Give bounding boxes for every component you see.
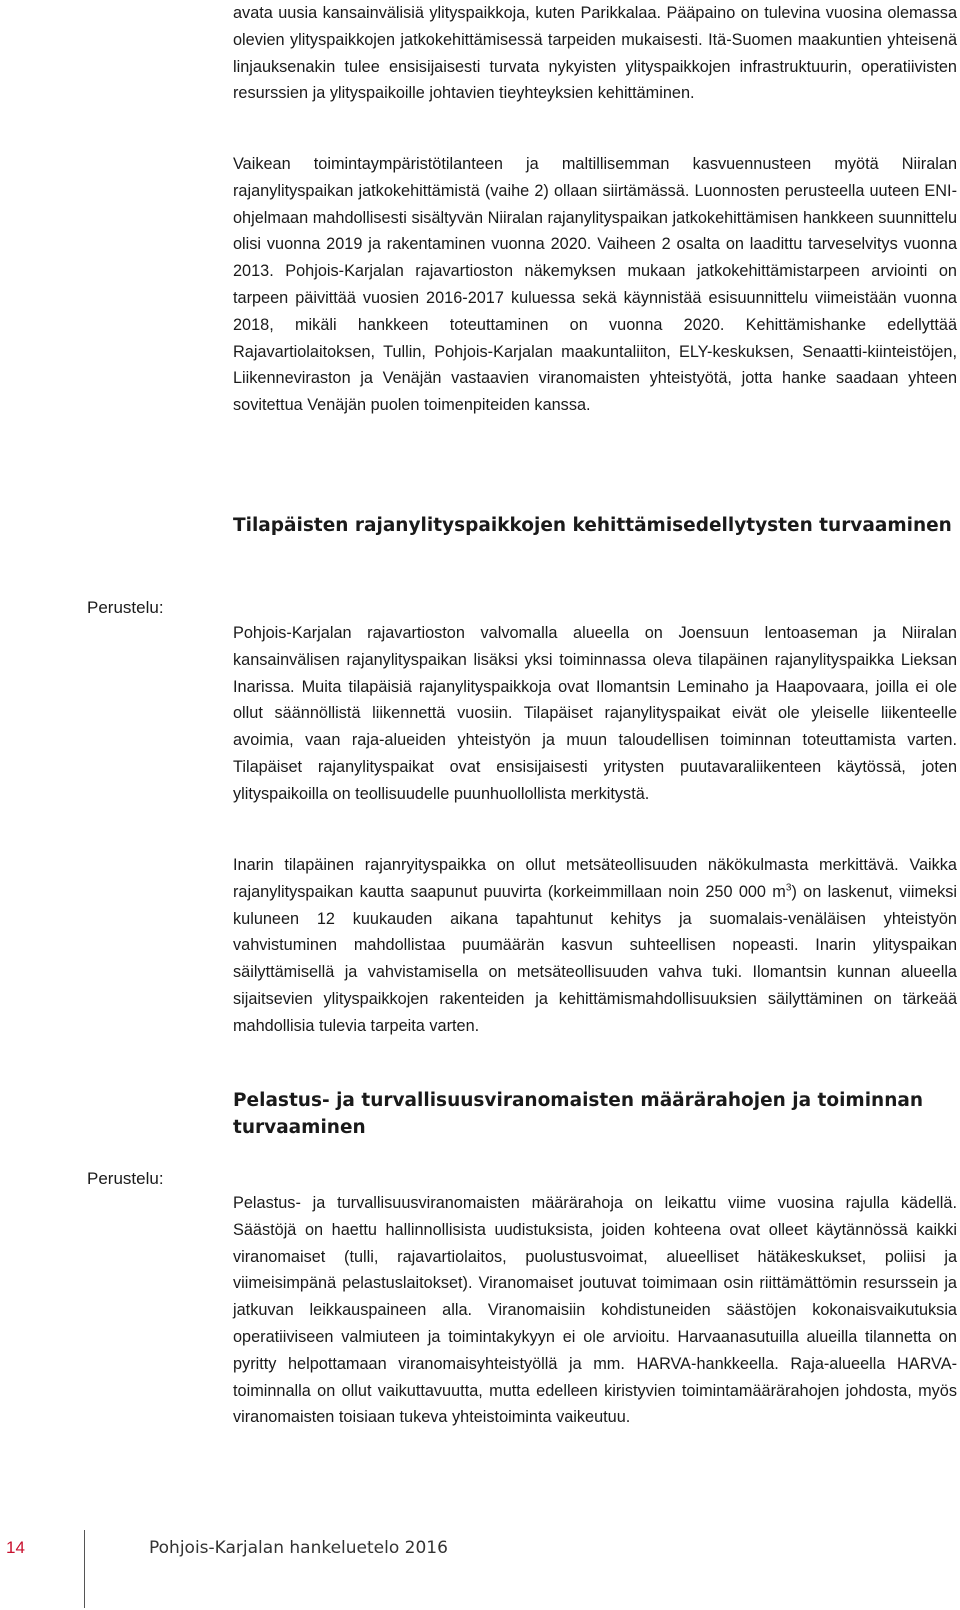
- rationale-label-2: Perustelu:: [87, 1169, 164, 1188]
- body-paragraph-2: Vaikean toimintaympäristötilanteen ja maltillisemman kasvuennusteen myötä Niiralan rajanylityspaikan jatkokehittämistä (vaihe 2) ollaan siirtämässä. Luonnosten perusteella uuteen ENI-ohjelmaan mahdollisesti sisältyvän Niiralan rajanylityspaikan jatkokehittämisen hankkeen suunnittelu olisi vuonna 2019 ja rakentaminen vuonna 2020. Vaiheen 2 osalta on laadittu tarveselvitys vuonna 2013. Pohjois-Karjalan rajavartioston näkemyksen mukaan jatkokehittämistarpeen arviointi on tarpeen päivittää vuosien 2016-2017 kuluessa sekä käynnistää esisuunnittelu viimeistään vuonna 2018, mikäli hankkeen toteuttaminen on vuonna 2020. Kehittämishanke edellyttää Rajavartiolaitoksen, Tullin, Pohjois-Karjalan maakuntaliiton, ELY-keskuksen, Senaatti-kiinteistöjen, Liikenneviraston ja Venäjän vastaavien viranomaisten yhteistyötä, jotta hanke saadaan yhteen sovitettua Venäjän puolen toimenpiteiden kanssa.: [233, 155, 957, 415]
- body-paragraph-4-part-b: ) on laskenut, viimeksi kuluneen 12 kuukauden aikana tapahtunut kehitys ja suomalais-venäläisen yhteistyön vahvistuminen mahdollistaa puumäärän kasvun suhteellisen nopeasti. Inarin ylityspaikan säilyttämisellä ja vahvistamisella on metsäteollisuuden vahva tuki. Ilomantsin kunnan alueella sijaitsevien ylityspaikkojen rakenteiden ja kehittämismahdollisuuksien säilyttäminen on tärkeää mahdollisia tulevia tarpeita varten.: [233, 882, 957, 1035]
- cubic-superscript: 3: [785, 882, 792, 894]
- rationale-label-1: Perustelu:: [87, 598, 164, 617]
- body-paragraph-4: [233, 852, 957, 1040]
- body-paragraph-3: Pohjois-Karjalan rajavartioston valvomalla alueella on Joensuun lentoaseman ja Niiralan kansainvälisen rajanylityspaikan lisäksi yksi toiminnassa oleva tilapäinen rajanylityspaikka Lieksan Inarissa. Muita tilapäisiä rajanylityspaikkoja ovat Ilomantsin Leminaho ja Haapovaara, joilla ei ole ollut säännöllistä liikennettä vuosiin. Tilapäiset rajanylityspaikat eivät ole yleiselle liikenteelle avoimia, vaan raja-alueiden yhteistyön ja muun taloudellisen toiminnan toteuttamista varten. Tilapäiset rajanylityspaikat ovat ensisijaisesti yritysten puutavaraliikenteen käytössä, joten ylityspaikoilla on teollisuudelle puunhuollollista merkitystä.: [233, 624, 957, 803]
- body-paragraph-5: Pelastus- ja turvallisuusviranomaisten määrärahoja on leikattu viime vuosina rajulla kädellä. Säästöjä on haettu hallinnollisista uudistuksista, joiden kohteena ovat olleet käytännössä kaikki viranomaiset (tulli, rajavartiolaitos, puolustusvoimat, alueelliset hätäkeskukset, poliisi ja viimeisimpänä pelastuslaitokset). Viranomaiset joutuvat toimimaan osin riittämättömin resurssein ja jatkuvan leikkauspaineen alla. Viranomaisiin kohdistuneiden säästöjen kokonaisvaikutuksia operatiiviseen valmiuteen ja toimintakykyyn ei ole arvioitu. Harvaanasutuilla alueilla tilannetta on pyritty helpottamaan viranomaisyhteistyöllä ja mm. HARVA-hankkeella. Raja-alueella HARVA-toiminnalla on ollut vaikuttavuutta, mutta edelleen kiristyvien toimintamäärärahojen johdosta, myös viranomaisten toisiaan tukeva yhteistoiminta vaikeutuu.: [233, 1194, 957, 1427]
- section-heading-rescue-security: Pelastus- ja turvallisuusviranomaisten määrärahojen ja toiminnan turvaaminen: [233, 1090, 924, 1138]
- body-paragraph-1: avata uusia kansainvälisiä ylityspaikkoja, kuten Parikkalaa. Pääpaino on tulevina vuosina olemassa olevien ylityspaikkojen jatkokehittämisessä tarpeiden mukaisesti. Itä-Suomen maakuntien yhteisenä linjauksenakin tulee ensisijaisesti turvata nykyisten ylityspaikkojen infrastruktuurin, operatiivisten resurssien ja ylityspaikoille johtavien tieyhteyksien kehittäminen.: [233, 4, 957, 103]
- footer-divider: [84, 1530, 85, 1608]
- body-paragraph-4-part-a: Inarin tilapäinen rajanryityspaikka on ollut metsäteollisuuden näkökulmasta merkittävä. Vaikka rajanylityspaikan kautta saapunut puuvirta (korkeimmillaan noin 250 000 m: [233, 856, 957, 901]
- footer-title: Pohjois-Karjalan hankeluetelo 2016: [149, 1538, 448, 1558]
- page-number: 14: [6, 1538, 25, 1557]
- section-heading-temporary-crossings: Tilapäisten rajanylityspaikkojen kehittämisedellytysten turvaaminen: [233, 515, 952, 536]
